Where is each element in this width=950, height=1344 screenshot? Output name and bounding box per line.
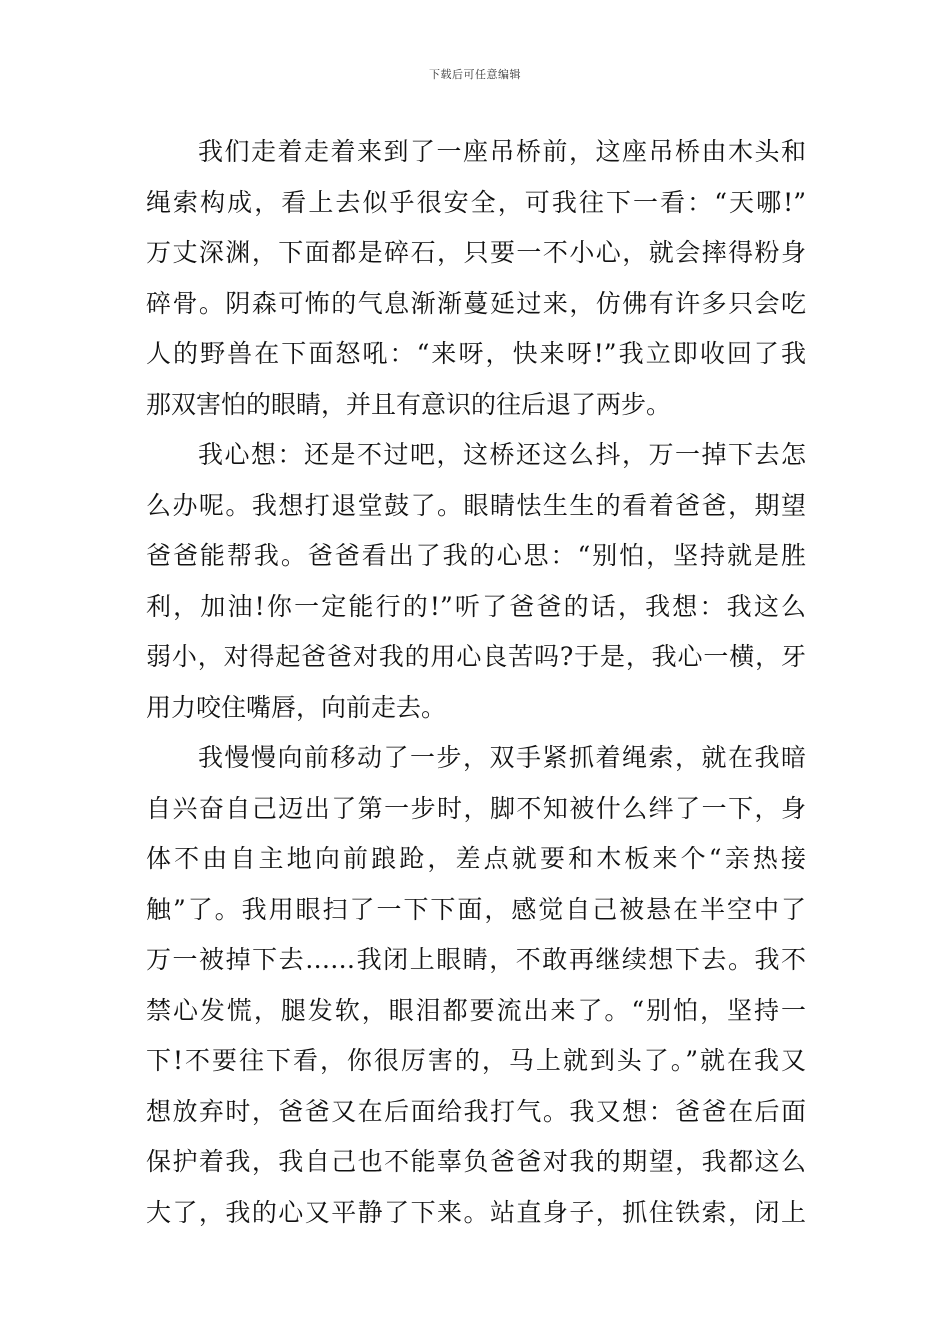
text-line: 万一被掉下去……我闭上眼睛，不敢再继续想下去。我不 (146, 945, 806, 974)
text-line: 我心想：还是不过吧，这桥还这么抖，万一掉下去怎 (198, 440, 806, 469)
text-line: 爸爸能帮我。爸爸看出了我的心思：“别怕，坚持就是胜 (146, 541, 806, 570)
text-line: 绳索构成，看上去似乎很安全，可我往下一看：“天哪!” (146, 187, 806, 217)
text-line: 禁心发慌，腿发软，眼泪都要流出来了。“别怕，坚持一 (146, 995, 806, 1025)
text-line: 我慢慢向前移动了一步，双手紧抓着绳索，就在我暗 (198, 743, 806, 772)
text-line: 那双害怕的眼睛，并且有意识的往后退了两步。 (146, 389, 672, 419)
text-line: 自兴奋自己迈出了第一步时，脚不知被什么绊了一下，身 (146, 793, 806, 823)
text-line: 人的野兽在下面怒吼：“来呀，快来呀!”我立即收回了我 (146, 339, 806, 368)
text-line: 用力咬住嘴唇，向前走去。 (146, 692, 447, 722)
text-line: 么办呢。我想打退堂鼓了。眼睛怯生生的看着爸爸，期望 (146, 490, 806, 520)
text-line: 大了，我的心又平静了下来。站直身子，抓住铁索，闭上 (146, 1197, 806, 1227)
text-line: 想放弃时，爸爸又在后面给我打气。我又想：爸爸在后面 (146, 1096, 806, 1126)
text-line: 体不由自主地向前踉跄，差点就要和木板来个“亲热接 (146, 844, 806, 873)
text-line: 碎骨。阴森可怖的气息渐渐蔓延过来，仿佛有许多只会吃 (146, 288, 806, 318)
text-line: 下!不要往下看，你很厉害的，马上就到头了。”就在我又 (146, 1046, 806, 1075)
text-line: 触”了。我用眼扫了一下下面，感觉自己被悬在半空中了 (146, 894, 806, 924)
page-header: 下载后可任意编辑 (429, 68, 521, 81)
text-line: 万丈深渊，下面都是碎石，只要一不小心，就会摔得粉身 (146, 238, 806, 267)
text-line: 弱小，对得起爸爸对我的用心良苦吗?于是，我心一横，牙 (146, 642, 806, 671)
text-line: 保护着我，我自己也不能辜负爸爸对我的期望，我都这么 (146, 1147, 806, 1176)
text-line: 利，加油!你一定能行的!”听了爸爸的话，我想：我这么 (146, 591, 806, 621)
text-line: 我们走着走着来到了一座吊桥前，这座吊桥由木头和 (198, 137, 806, 166)
document-body (146, 127, 806, 1238)
